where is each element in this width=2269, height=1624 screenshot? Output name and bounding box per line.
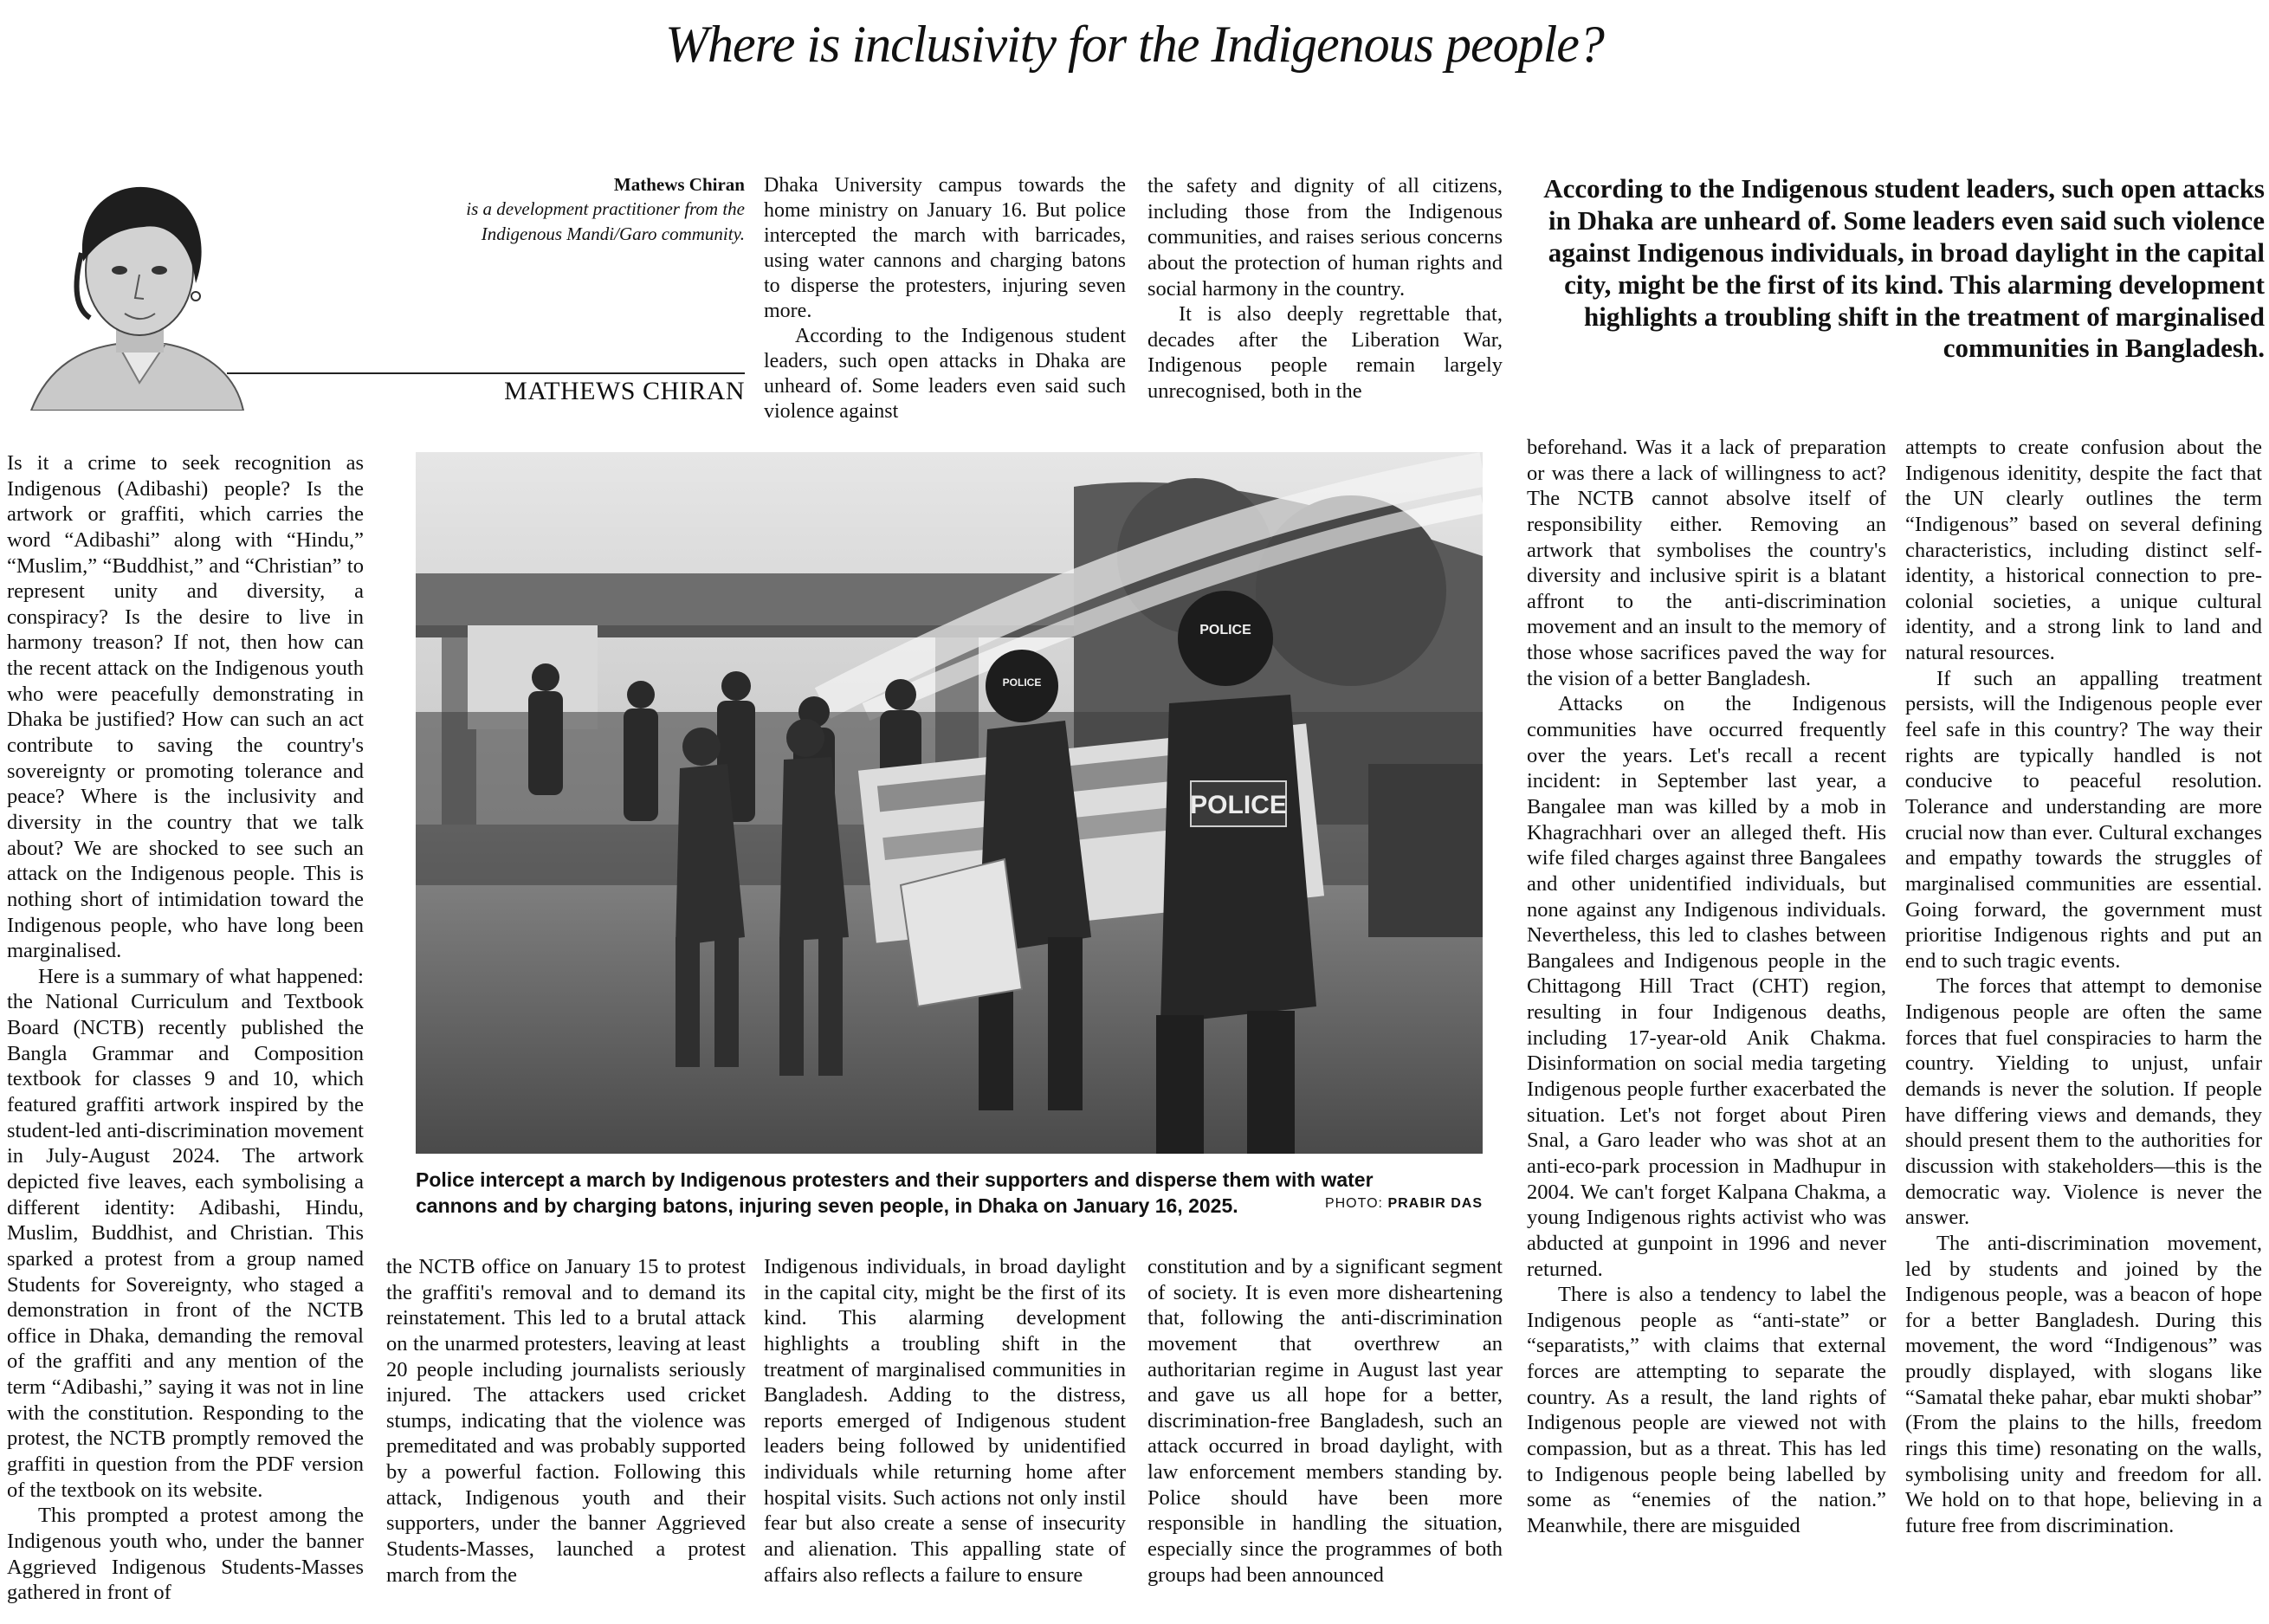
paragraph: Is it a crime to seek recognition as Indigenous (Adibashi) people? Is the artwork or graffiti, which carries the word “Adibashi” along with “Hindu,” “Muslim,” “Buddhist,” and “Christian” to represent unity and diversity, a conspiracy? Is the desire to live in harmony treason? If not, then how can the recent attack on the Indigenous youth who were peacefully demonstrating in Dhaka be justified? How can such an act contribute to saving the country's sovereignty or promoting tolerance and peace? Where is the inclusivity and diversity in the country that we talk about? We are shocked to see such an attack on the Indigenous people. This is nothing short of intimidation toward the Indigenous people, who have long been marginalised. xyxy=(7,451,364,963)
author-portrait-image xyxy=(14,166,248,411)
paragraph: Indigenous individuals, in broad daylight in the capital city, might be the first of its kind. This alarming development highlights a troubling shift in the treatment of marginalised communities in Bangladesh. Adding to the distress, reports emerged of Indigenous student leaders being followed by unidentified individuals while returning home after hospital visits. Such actions not only instil fear but also create a sense of insecurity and alienation. This appalling state of affairs also reflects a failure to ensure xyxy=(764,1255,1126,1587)
photo-credit-label: PHOTO: xyxy=(1324,1196,1383,1211)
paragraph: Dhaka University campus towards the home ministry on January 16. But police intercepted the march with barricades, using water cannons and charging batons to disperse the protesters, injuring seven more. xyxy=(764,174,1126,323)
pull-quote: According to the Indigenous student leaders, such open attacks in Dhaka are unheard of. Some leaders even said such violence against Indigenous individuals, in broad daylight in the capital city, might be the first of its kind. This alarming development highlights a troubling shift in the treatment of marginalised communities in Bangladesh. xyxy=(1543,173,2265,364)
news-photo xyxy=(416,452,1483,1154)
photo-caption xyxy=(416,1168,1483,1220)
paragraph: This prompted a protest among the Indigenous youth who, under the banner Aggrieved Indigenous Students-Masses gathered in front of xyxy=(7,1504,364,1605)
column-2 xyxy=(386,1254,746,1620)
column-1 xyxy=(7,450,364,1620)
paragraph: constitution and by a significant segment of society. It is even more disheartening that, following the anti-discrimination movement that overthrew an authoritarian regime in August last year and gave us all hope for a better, discrimination-free Bangladesh, such an attack occurred in broad daylight, with law enforcement members standing by. Police should have been more responsible in handling the situation, especially since the programmes of both groups had been announced xyxy=(1147,1255,1503,1587)
author-name: Mathews Chiran xyxy=(613,174,745,195)
author-info xyxy=(260,173,745,246)
paragraph: beforehand. Was it a lack of preparation or was there a lack of willingness to act? The NCTB cannot absolve itself of responsibility either. Removing an artwork that symbolises the country's diversity and inclusive spirit is a blatant affront to the anti-discrimination movement and an insult to the memory of those whose sacrifices paved the way for the vision of a better Bangladesh. xyxy=(1527,436,1886,690)
paragraph: the safety and dignity of all citizens, including those from the Indigenous communities, and raises serious concerns about the protection of human rights and social harmony in the country. xyxy=(1147,174,1503,301)
author-byline: MATHEWS CHIRAN xyxy=(504,377,745,405)
helmet-label: POLICE xyxy=(1199,623,1251,637)
headline: Where is inclusivity for the Indigenous people? xyxy=(665,16,1604,73)
photographer-name: PRABIR DAS xyxy=(1387,1196,1483,1211)
paragraph: There is also a tendency to label the Indigenous people as “anti-state” or “separatists,” with claims that external forces are attempting to separate the country. As a result, the land rights of Indigenous people are viewed not with compassion, but as a threat. This has led to Indigenous people being labelled by some as “enemies of the nation.” Meanwhile, there are misguided xyxy=(1527,1283,1886,1537)
paragraph: Attacks on the Indigenous communities have occurred frequently over the years. Let's recall a recent incident: in September last year, a Bangalee man was killed by a mob in Khagrachhari over an alleged theft. His wife filed charges against three Bangalees and other unidentified individuals, but none against any Indigenous individuals. Nevertheless, this led to clashes between Bangalees and Indigenous people in the Chittagong Hill Tract (CHT) region, resulting in four Indigenous deaths, including 17-year-old Anik Chakma. Disinformation on social media targeting Indigenous people further exacerbated the situation. Let's not forget about Piren Snal, a Garo leader who was shot at an anti-eco-park procession in Madhupur in 2004. We can't forget Kalpana Chakma, a young Indigenous rights activist who was abducted at gunpoint in 1996 and never returned. xyxy=(1527,692,1886,1281)
column-6 xyxy=(1905,435,2262,1620)
column-4-top xyxy=(1147,173,1503,426)
author-portrait xyxy=(14,166,248,411)
paragraph: If such an appalling treatment persists, will the Indigenous people ever feel safe in this country? The way their rights are typically handled is not conducive to peaceful resolution. Tolerance and understanding are more crucial now than ever. Cultural exchanges and empathy towards the struggles of marginalised communities are essential. Going forward, the government must prioritise Indigenous rights and put an end to such tragic events. xyxy=(1905,666,2262,973)
byline-divider xyxy=(227,372,745,374)
paragraph: The forces that attempt to demonise Indigenous people are often the same forces that fuel conspiracies to harm the country. Yielding to unjust, unfair demands is never the solution. If people have differing views and demands, they should present them to the authorities for discussion with stakeholders—this is the democratic way. Violence is never the answer. xyxy=(1905,974,2262,1230)
helmet-label-2: POLICE xyxy=(1002,676,1042,689)
paragraph: The anti-discrimination movement, led by students and joined by the Indigenous people, was a beacon of hope for a better Bangladesh. During this movement, the word “Indigenous” was proudly displayed, with slogans like “Samatal theke pahar, ebar mukti shobar” (From the plains to the hills, freedom rings this time) resonating on the walls, symbolising unity and freedom for all. We hold on to that hope, believing in a future free from discrimination. xyxy=(1905,1231,2262,1537)
paragraph: attempts to create confusion about the Indigenous idenitity, despite the fact that the UN clearly outlines the term “Indigenous” based on several defining characteristics, including distinct self-identity, a historical connection to pre-colonial societies, a unique cultural identity, and a strong link to land and natural resources. xyxy=(1905,436,2262,665)
column-3-bottom xyxy=(764,1254,1126,1620)
paragraph: the NCTB office on January 15 to protest the graffiti's removal and to demand its reinstatement. This led to a brutal attack on the unarmed protesters, leaving at least 20 people including journalists seriously injured. The attackers used cricket stumps, indicating that the violence was premeditated and was probably supported by a powerful faction. Following this attack, Indigenous youth and their supporters, under the banner Aggrieved Students-Masses, launched a protest march from the xyxy=(386,1255,746,1587)
column-4-bottom xyxy=(1147,1254,1503,1620)
author-bio-line-1: is a development practitioner from the xyxy=(466,198,745,220)
photo-credit xyxy=(1325,1195,1483,1213)
paragraph: Here is a summary of what happened: the National Curriculum and Textbook Board (NCTB) recently published the Bangla Grammar and Composition textbook for classes 9 and 10, which featured graffiti artwork inspired by the student-led anti-discrimination movement in July-August 2024. The artwork depicted five leaves, each symbolising a different identity: Adibashi, Hindu, Muslim, Buddhist, and Christian. This sparked a protest from a group named Students for Sovereignty, who staged a demonstration in front of the NCTB office in Dhaka, demanding the removal of the graffiti and any mention of the term “Adibashi,” saying it was not in line with the constitution. Responding to the protest, the NCTB promptly removed the graffiti in question from the PDF version of the textbook on its website. xyxy=(7,964,364,1502)
caption-text: Police intercept a march by Indigenous protesters and their supporters and disperse them with water cannons and by charging batons, injuring seven people, in Dhaka on January 16, 2025. xyxy=(416,1168,1374,1217)
column-3-top xyxy=(764,173,1126,426)
paragraph: It is also deeply regrettable that, decades after the Liberation War, Indigenous people remain largely unrecognised, both in the xyxy=(1147,302,1503,404)
vest-label: POLICE xyxy=(1190,791,1287,819)
protest-photo-image xyxy=(416,452,1483,1154)
paragraph: According to the Indigenous student leaders, such open attacks in Dhaka are unheard of. Some leaders even said such violence against xyxy=(764,325,1126,424)
column-5 xyxy=(1527,435,1886,1620)
author-bio-line-2: Indigenous Mandi/Garo community. xyxy=(481,223,745,244)
